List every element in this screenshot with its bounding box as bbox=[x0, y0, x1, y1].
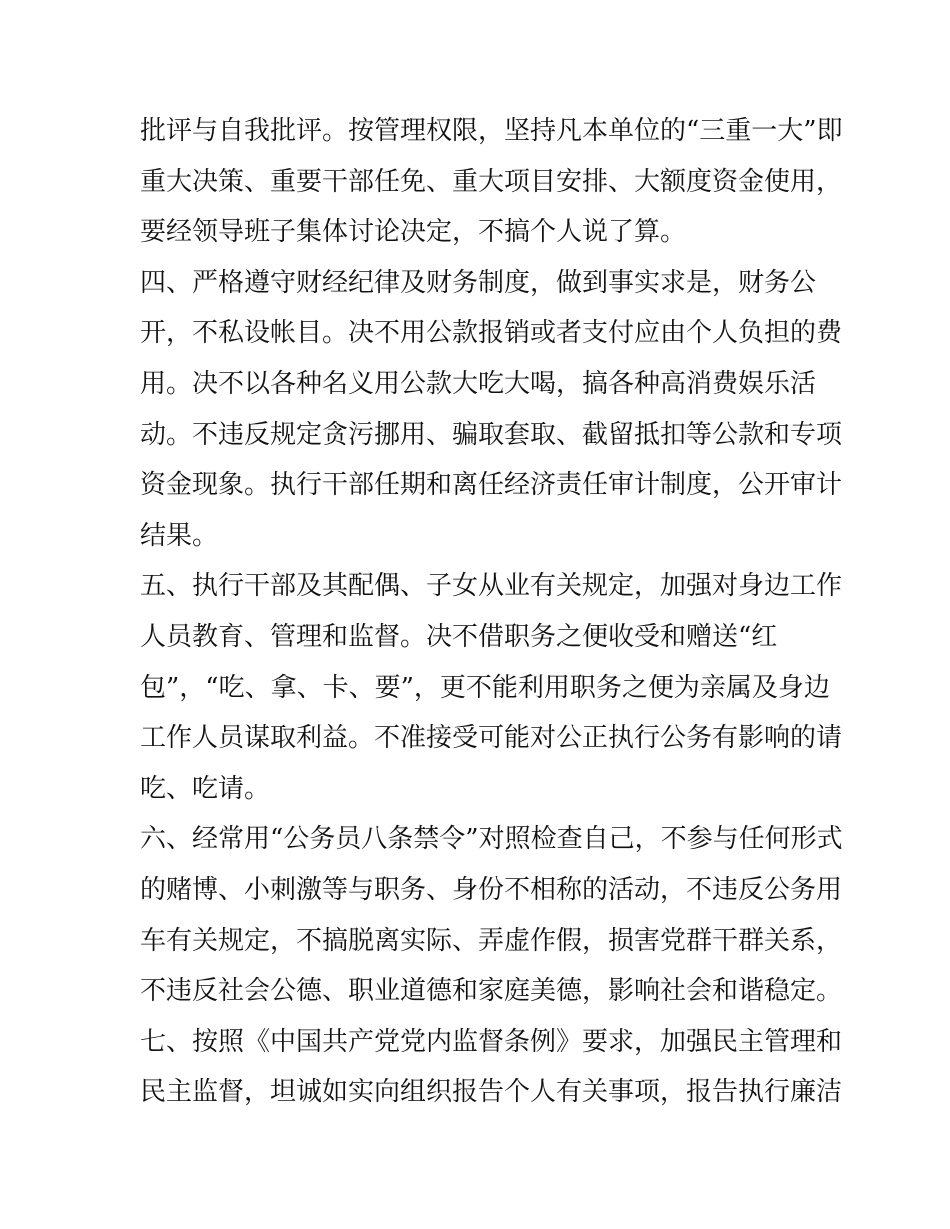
text-line: 资金现象。执行干部任期和离任经济责任审计制度，公开审计 bbox=[140, 470, 843, 501]
text-line: 民主监督，坦诚如实向组织报告个人有关事项，报告执行廉洁 bbox=[140, 1077, 843, 1108]
text-line: 包”，“吃、拿、卡、要”，更不能利用职务之便为亲属及身边 bbox=[140, 672, 830, 703]
text-line: 的赌博、小刺激等与职务、身份不相称的活动，不违反公务用 bbox=[140, 874, 843, 905]
text-line: 六、经常用“公务员八条禁令”对照检查自己，不参与任何形式 bbox=[140, 824, 843, 855]
text-line: 开，不私设帐目。决不用公款报销或者支付应由个人负担的费 bbox=[140, 318, 843, 349]
text-line: 人员教育、管理和监督。决不借职务之便收受和赠送“红 bbox=[140, 621, 778, 652]
text-line: 五、执行干部及其配偶、子女从业有关规定，加强对身边工作 bbox=[140, 571, 843, 602]
text-line: 吃、吃请。 bbox=[140, 773, 271, 804]
text-line: 重大决策、重要干部任免、重大项目安排、大额度资金使用， bbox=[140, 166, 843, 197]
text-line: 七、按照《中国共产党党内监督条例》要求，加强民主管理和 bbox=[140, 1026, 843, 1057]
text-line: 用。决不以各种名义用公款大吃大喝，搞各种高消费娱乐活 bbox=[140, 368, 817, 399]
text-line: 四、严格遵守财经纪律及财务制度，做到事实求是，财务公 bbox=[140, 267, 817, 298]
text-line: 车有关规定，不搞脱离实际、弄虚作假，损害党群干群关系， bbox=[140, 925, 843, 956]
text-line: 动。不违反规定贪污挪用、骗取套取、截留抵扣等公款和专项 bbox=[140, 419, 843, 450]
body-text bbox=[140, 106, 843, 1118]
text-line: 不违反社会公德、职业道德和家庭美德，影响社会和谐稳定。 bbox=[140, 976, 843, 1007]
text-line: 批评与自我批评。按管理权限，坚持凡本单位的“三重一大”即 bbox=[140, 116, 843, 146]
text-line: 工作人员谋取利益。不准接受可能对公正执行公务有影响的请 bbox=[140, 723, 843, 754]
text-line: 要经领导班子集体讨论决定，不搞个人说了算。 bbox=[140, 217, 687, 248]
text-line: 结果。 bbox=[140, 520, 219, 551]
